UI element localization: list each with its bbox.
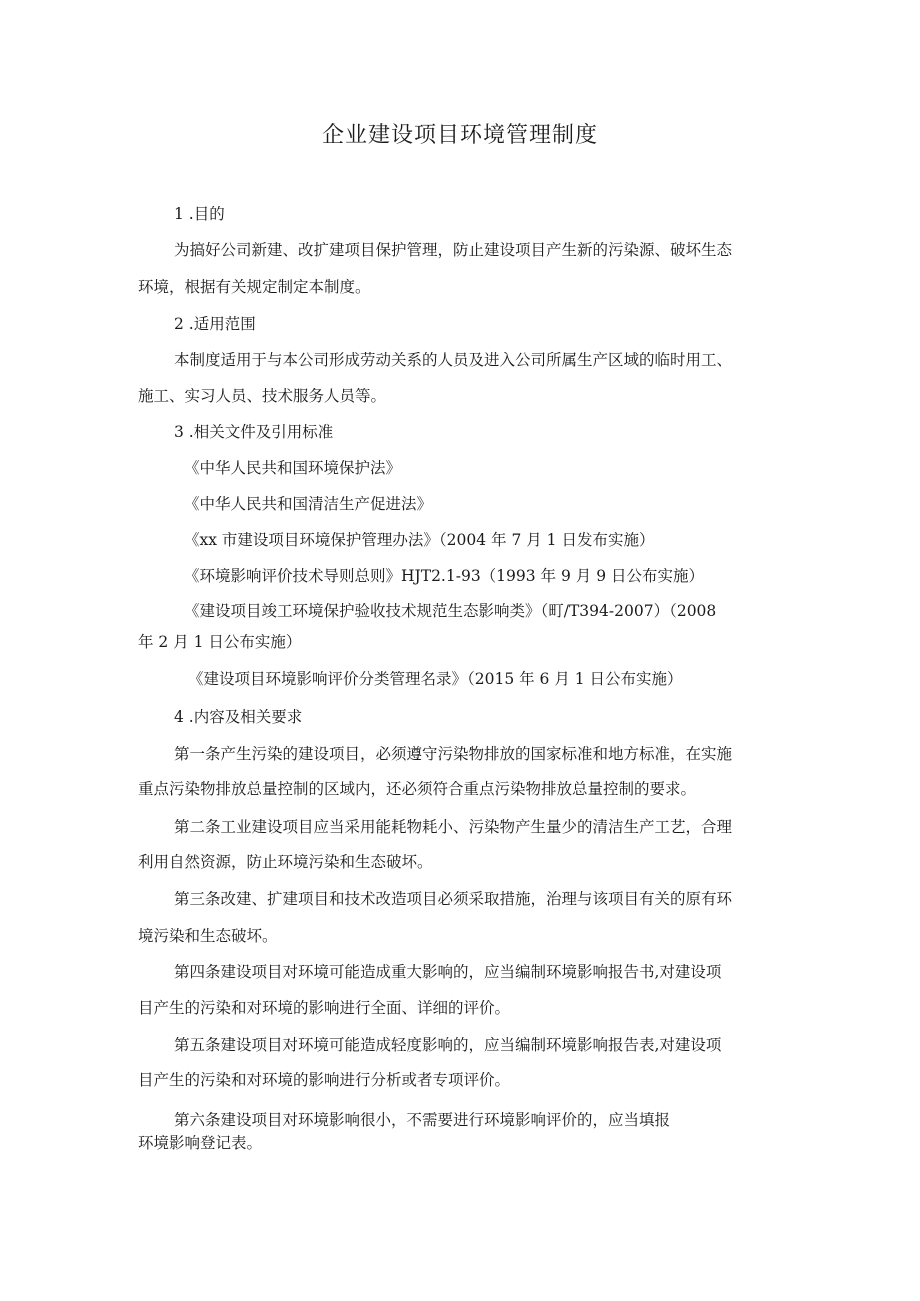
article-1-line-2: 重点污染物排放总量控制的区域内，还必须符合重点污染物排放总量控制的要求。 xyxy=(138,780,697,798)
article-2-line-2: 利用自然资源，防止环境污染和生态破坏。 xyxy=(138,853,433,871)
article-5-line-2: 目产生的污染和对环境的影响进行分析或者专项评价。 xyxy=(138,1071,511,1089)
section-3-heading: 3 .相关文件及引用标准 xyxy=(174,423,334,441)
section-1-paragraph-line-2: 环境，根据有关规定制定本制度。 xyxy=(138,278,371,296)
article-1-line-1: 第一条产生污染的建设项目，必须遵守污染物排放的国家标准和地方标准，在实施 xyxy=(174,745,733,763)
reference-cleaner-production-law: 《中华人民共和国清洁生产促进法》 xyxy=(184,495,433,513)
reference-environmental-protection-law: 《中华人民共和国环境保护法》 xyxy=(184,459,402,477)
reference-city-management-measures: 《xx 市建设项目环境保护管理办法》（2004 年 7 月 1 日发布实施） xyxy=(184,531,655,549)
reference-eia-guideline: 《环境影响评价技术导则总则》HJT2.1-93（1993 年 9 月 9 日公布实施） xyxy=(184,567,704,585)
section-1-heading: 1 .目的 xyxy=(174,205,225,223)
section-2-heading: 2 .适用范围 xyxy=(174,315,256,333)
reference-eia-classification-list: 《建设项目环境影响评价分类管理名录》（2015 年 6 月 1 日公布实施） xyxy=(188,670,683,688)
article-4-line-2: 目产生的污染和对环境的影响进行全面、详细的评价。 xyxy=(138,999,511,1017)
section-4-heading: 4 .内容及相关要求 xyxy=(174,708,303,726)
article-5-line-1: 第五条建设项目对环境可能造成轻度影响的，应当编制环境影响报告表,对建设项 xyxy=(174,1036,722,1054)
reference-acceptance-spec-line-1: 《建设项目竣工环境保护验收技术规范生态影响类》（町/T394-2007）（2008 xyxy=(184,602,717,620)
article-3-line-1: 第三条改建、扩建项目和技术改造项目必须采取措施，治理与该项目有关的原有环 xyxy=(174,890,733,908)
document-title: 企业建设项目环境管理制度 xyxy=(321,123,598,148)
article-2-line-1: 第二条工业建设项目应当采用能耗物耗小、污染物产生量少的清洁生产工艺，合理 xyxy=(174,818,733,836)
section-2-paragraph-line-1: 本制度适用于与本公司形成劳动关系的人员及进入公司所属生产区域的临时用工、 xyxy=(174,351,733,369)
reference-acceptance-spec-line-2: 年 2 月 1 日公布实施） xyxy=(138,633,302,651)
article-4-line-1: 第四条建设项目对环境可能造成重大影响的，应当编制环境影响报告书,对建设项 xyxy=(174,963,722,981)
section-2-paragraph-line-2: 施工、实习人员、技术服务人员等。 xyxy=(138,387,387,405)
article-6-line-1: 第六条建设项目对环境影响很小，不需要进行环境影响评价的，应当填报 xyxy=(174,1111,671,1129)
section-1-paragraph-line-1: 为搞好公司新建、改扩建项目保护管理，防止建设项目产生新的污染源、破坏生态 xyxy=(174,241,733,259)
article-6-line-2: 环境影响登记表。 xyxy=(138,1134,263,1152)
article-3-line-2: 境污染和生态破坏。 xyxy=(138,927,278,945)
